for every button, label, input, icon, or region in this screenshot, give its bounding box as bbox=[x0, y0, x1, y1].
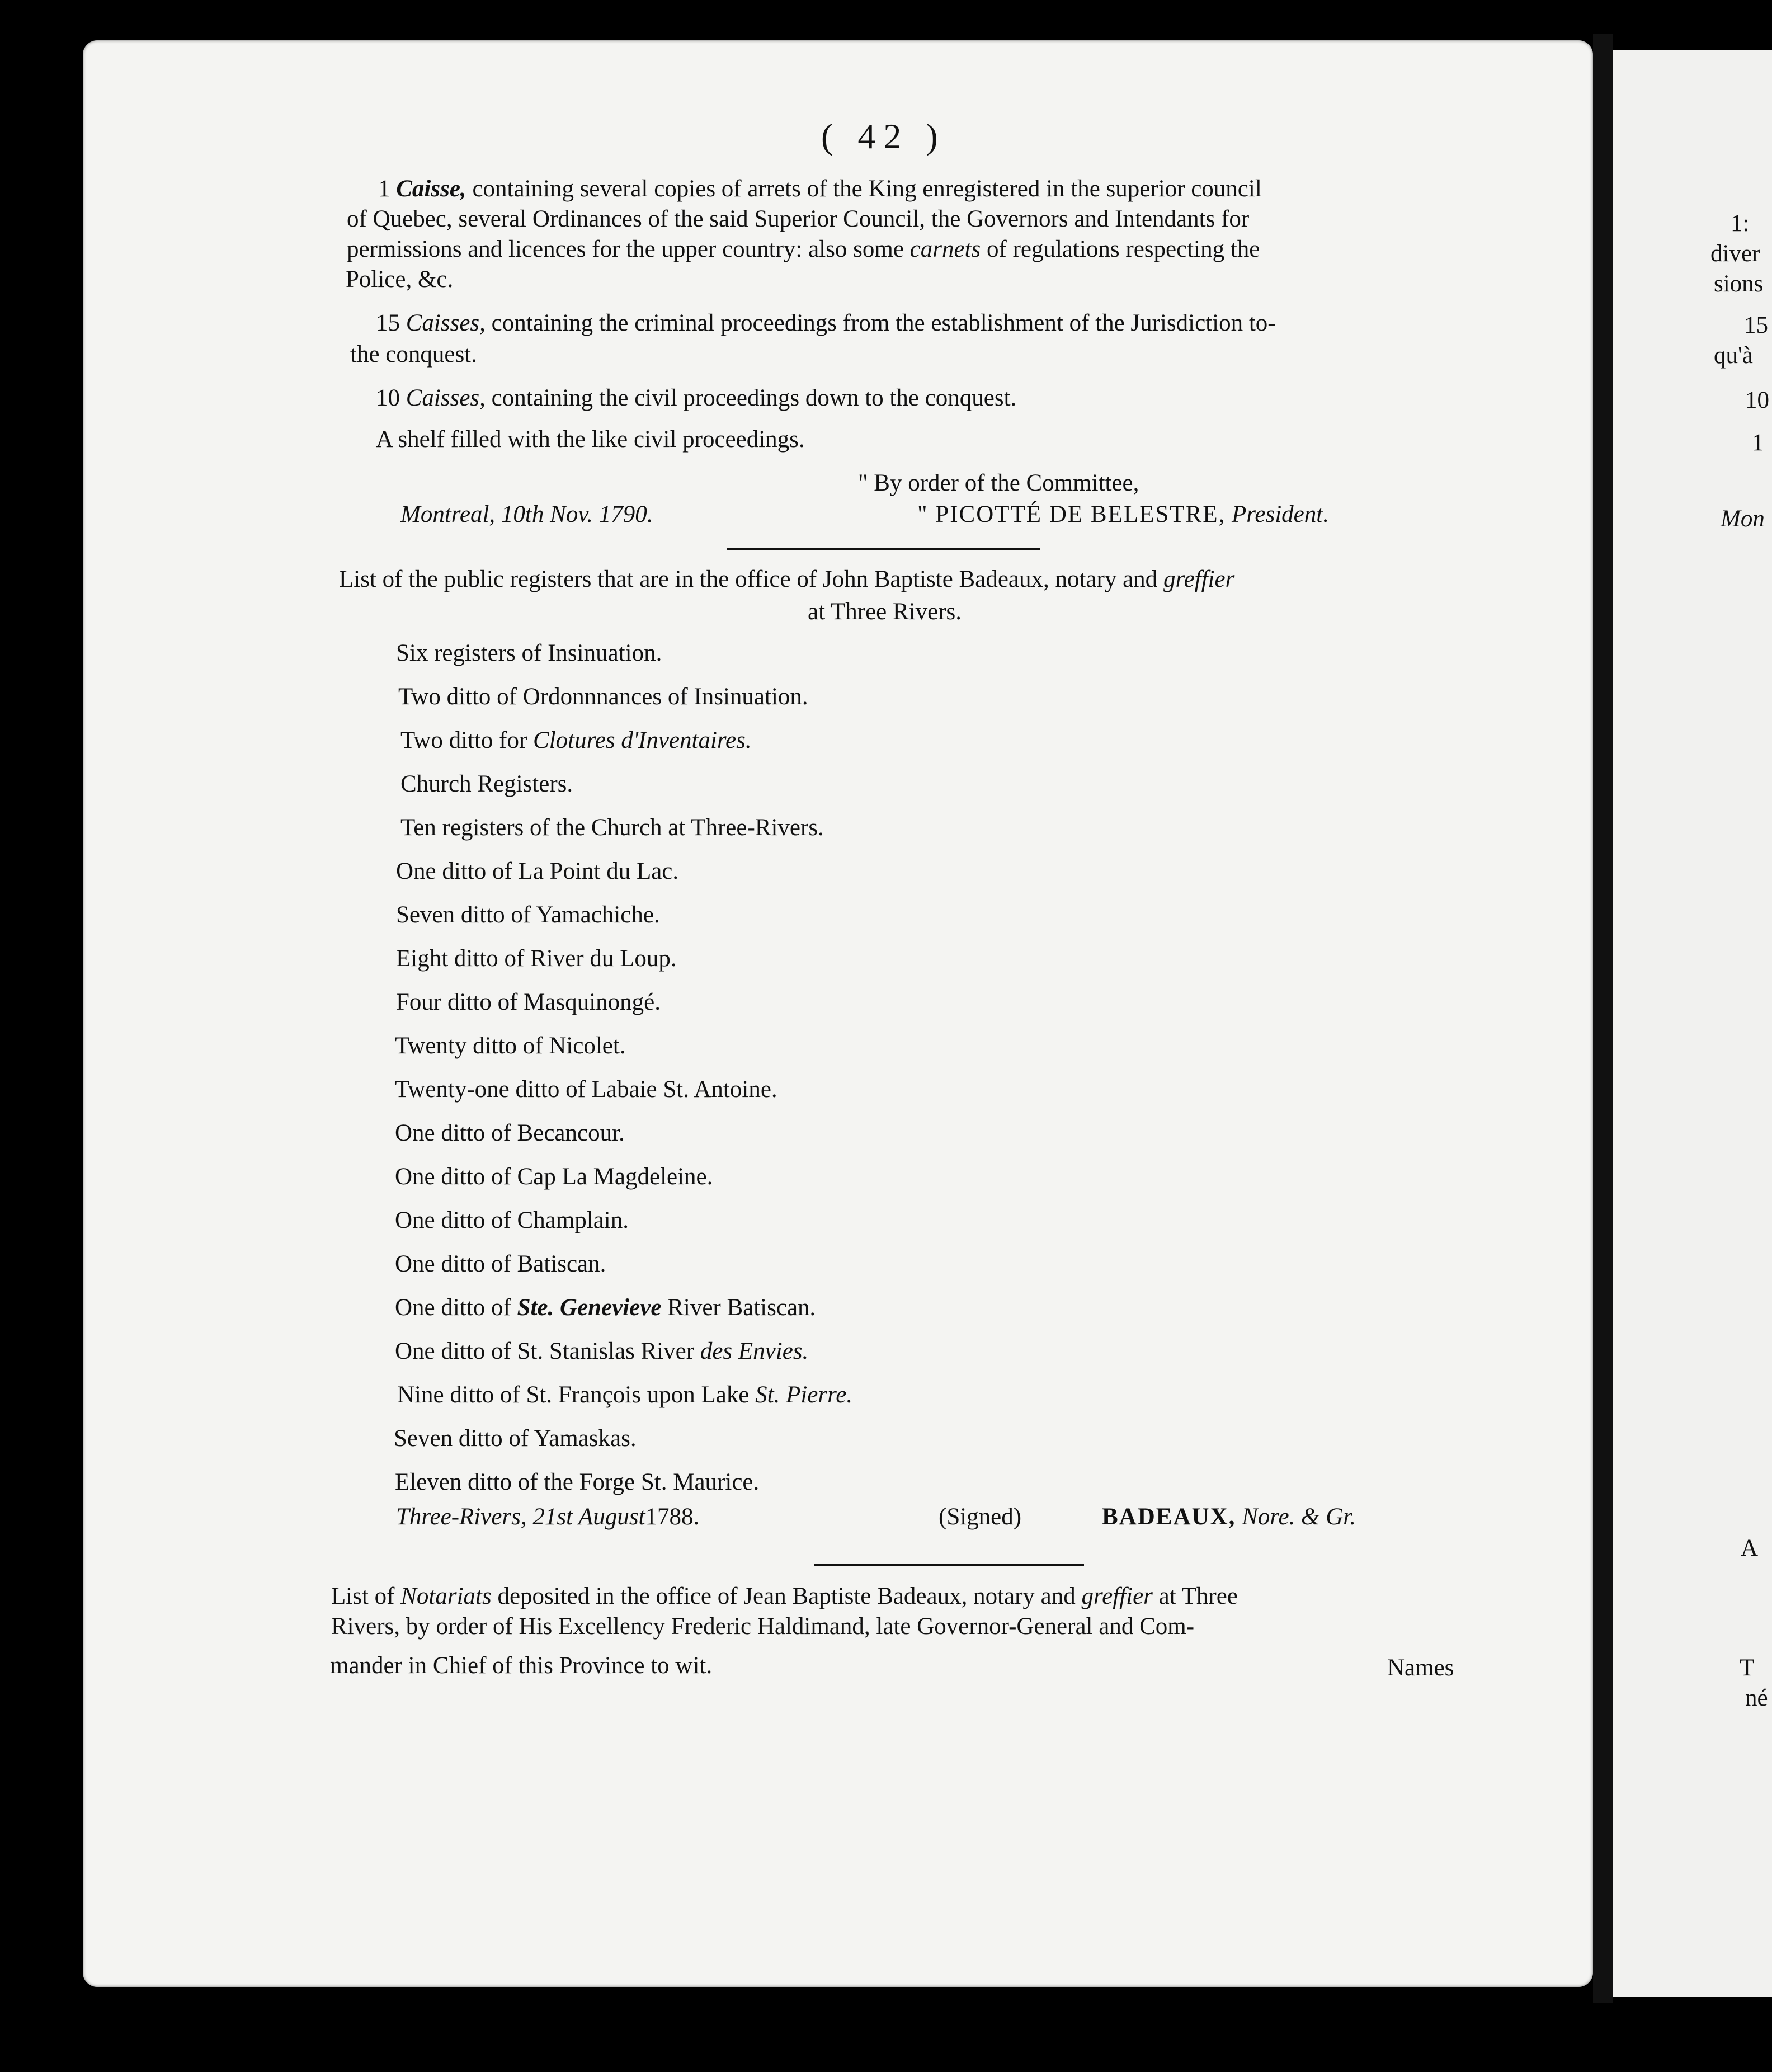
list-item: One ditto of Cap La Magdeleine. bbox=[395, 1164, 713, 1190]
list-item: Seven ditto of Yamachiche. bbox=[396, 902, 660, 928]
paragraph-1-line-1: 1 Caisse, containing several copies of arrets of the King enregistered in the superior council bbox=[378, 176, 1262, 202]
list-item: Two ditto for Clotures d'Inventaires. bbox=[400, 727, 752, 754]
facing-fragment: A bbox=[1741, 1535, 1759, 1561]
facing-fragment: 10 bbox=[1745, 387, 1769, 413]
page-gutter bbox=[1593, 34, 1613, 2003]
list-item: Church Registers. bbox=[400, 771, 573, 797]
signed-label: (Signed) bbox=[939, 1504, 1022, 1530]
facing-fragment: diver bbox=[1710, 241, 1760, 267]
section-divider-1 bbox=[727, 548, 1040, 550]
facing-fragment: 15 bbox=[1744, 312, 1768, 338]
committee-order: " By order of the Committee, bbox=[858, 470, 1139, 496]
list-item: Seven ditto of Yamaskas. bbox=[394, 1425, 637, 1452]
paragraph-2-line-1: 15 Caisses, containing the criminal proceedings from the establishment of the Jurisdiction to- bbox=[376, 310, 1276, 336]
paragraph-1-line-2: of Quebec, several Ordinances of the said Superior Council, the Governors and Intendants for bbox=[347, 206, 1250, 232]
facing-fragment: sions bbox=[1714, 271, 1764, 297]
paragraph-2-line-2: the conquest. bbox=[350, 341, 477, 368]
list-item: Two ditto of Ordonnnances of Insinuation. bbox=[398, 684, 808, 710]
list-item: Twenty-one ditto of Labaie St. Antoine. bbox=[395, 1076, 777, 1103]
facing-fragment: T bbox=[1740, 1655, 1755, 1681]
montreal-date: Montreal, 10th Nov. 1790. bbox=[400, 501, 653, 528]
facing-fragment: 1: bbox=[1731, 210, 1750, 237]
section-divider-2 bbox=[814, 1564, 1084, 1566]
list-item: One ditto of Becancour. bbox=[395, 1120, 625, 1146]
list-2-heading-line-2: Rivers, by order of His Excellency Frederic Haldimand, late Governor-General and Com- bbox=[331, 1613, 1195, 1640]
list-2-heading-line-1: List of Notariats deposited in the office of Jean Baptiste Badeaux, notary and greffier at Three bbox=[331, 1583, 1238, 1609]
list-item: Six registers of Insinuation. bbox=[396, 640, 662, 666]
list-item: Eight ditto of River du Loup. bbox=[396, 945, 677, 972]
page-number: ( 42 ) bbox=[821, 116, 946, 156]
paragraph-1-line-3: permissions and licences for the upper country: also some carnets of regulations respecting the bbox=[347, 236, 1260, 262]
list-1-heading-line-2: at Three Rivers. bbox=[808, 599, 962, 625]
list-2-heading-line-3: mander in Chief of this Province to wit. bbox=[330, 1652, 713, 1679]
list-1-heading-line-1: List of the public registers that are in the office of John Baptiste Badeaux, notary and greffier bbox=[339, 566, 1235, 592]
list-item: Twenty ditto of Nicolet. bbox=[395, 1033, 626, 1059]
list-item: One ditto of Batiscan. bbox=[395, 1251, 606, 1277]
paragraph-4: A shelf filled with the like civil proceedings. bbox=[376, 426, 805, 453]
list-item: Four ditto of Masquinongé. bbox=[396, 989, 661, 1015]
paragraph-3: 10 Caisses, containing the civil proceedings down to the conquest. bbox=[376, 385, 1017, 411]
badeaux-signature: BADEAUX, Nore. & Gr. bbox=[1102, 1504, 1356, 1530]
list-item: Ten registers of the Church at Three-Rivers. bbox=[400, 814, 824, 841]
committee-signer: " PICOTTÉ DE BELESTRE, President. bbox=[917, 501, 1329, 528]
list-item: One ditto of St. Stanislas River des Envies. bbox=[395, 1338, 809, 1364]
list-item: One ditto of Champlain. bbox=[395, 1207, 629, 1233]
list-item: One ditto of La Point du Lac. bbox=[396, 858, 679, 884]
facing-fragment: né bbox=[1745, 1685, 1768, 1711]
three-rivers-date: Three-Rivers, 21st August1788. bbox=[396, 1504, 700, 1530]
list-item: One ditto of Ste. Genevieve River Batiscan. bbox=[395, 1294, 816, 1321]
list-item: Nine ditto of St. François upon Lake St. Pierre. bbox=[397, 1382, 853, 1408]
paragraph-1-line-4: Police, &c. bbox=[346, 266, 454, 293]
facing-fragment: qu'à bbox=[1714, 342, 1753, 369]
catchword: Names bbox=[1387, 1655, 1454, 1681]
list-item: Eleven ditto of the Forge St. Maurice. bbox=[395, 1469, 760, 1495]
facing-fragment: 1 bbox=[1752, 430, 1764, 456]
facing-fragment: Mon bbox=[1721, 506, 1765, 532]
